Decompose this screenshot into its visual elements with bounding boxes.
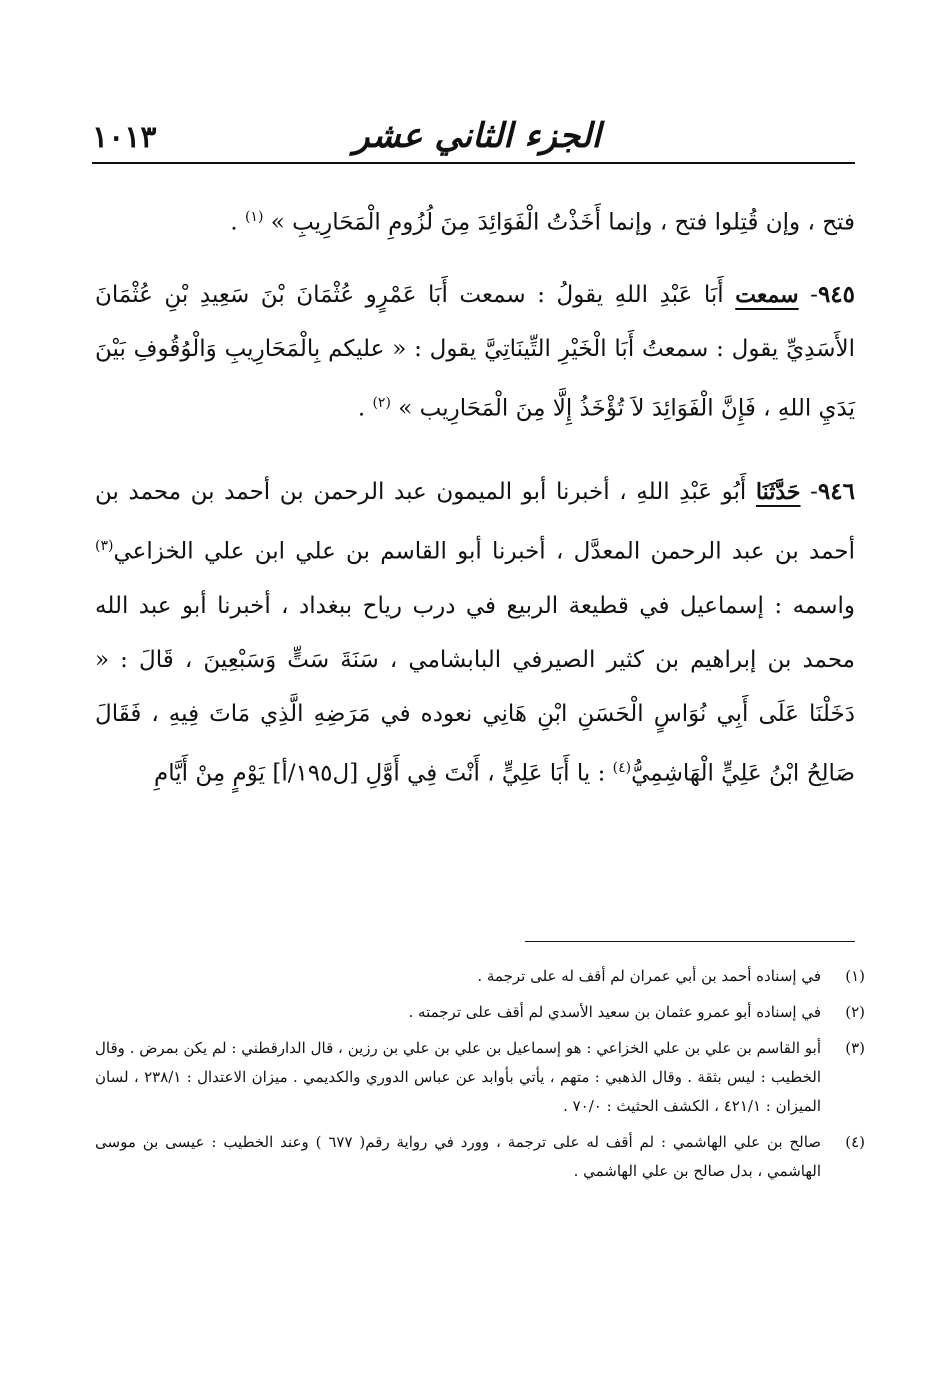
footnote-marker: (٣): [845, 1039, 865, 1057]
footnote: [95, 962, 865, 991]
footnote-text: في إسناده أبو عمرو عثمان بن سعيد الأسدي لم أقف على ترجمته .: [408, 1003, 821, 1021]
footnote-marker: (٢): [845, 1003, 865, 1021]
footnote-marker: (٤): [845, 1133, 865, 1151]
main-text: [95, 190, 855, 801]
page-number: ١٠١٣: [92, 120, 157, 155]
hadith-946: ٩٤٦- حَدَّثَنَا أَبُو عَبْدِ اللهِ ، أخبرنا أبو الميمون عبد الرحمن بن أحمد بن محمد بن أحمد بن عبد الرحمن المعدَّل ، أخبرنا أبو القاسم بن علي ابن علي الخزاعي$^{(٣)}$ واسمه : إسماعيل في قطيعة الربيع في درب رياح ببغداد ، أخبرنا أبو عبد الله محمد بن إبراهيم بن كثير الصيرفي البابشامي ، سَنَةَ سَتٍّ وَسَبْعِينَ ، قَالَ : « دَخَلْنَا عَلَى أَبِي نُوَاسٍ الْحَسَنِ ابْنِ هَانِي نعوده في مَرَضِهِ الَّذِي مَاتَ فِيهِ ، فَقَالَ صَالِحُ ابْنُ عَلِيٍّ الْهَاشِمِيُّ$^{(٤)}$ : يا أَبَا عَلِيٍّ ، أَنْتَ فِي أَوَّلِ [ل١٩٥/أ] يَوْمٍ مِنْ أَيَّامِ: [95, 478, 855, 787]
footnote: [95, 998, 865, 1027]
paragraph-end: .: [357, 395, 373, 422]
footnote-ref: (٤): [612, 759, 632, 776]
header-rule: [92, 162, 855, 164]
footnote: [95, 1034, 865, 1121]
paragraph-end: .: [230, 209, 245, 236]
footnote-text: صالح بن علي الهاشمي : لم أقف له على ترجمة ، وورد في رواية رقم( ٦٧٧ ) وعند الخطيب : عيسى بن موسى الهاشمي ، بدل صالح بن علي الهاشمي .: [95, 1133, 821, 1180]
hadith-number: ٩٤٥: [817, 280, 855, 308]
transmission-keyword: حَدَّثَنَا: [755, 479, 801, 506]
footnote-text: أبو القاسم بن علي بن علي الخزاعي : هو إسماعيل بن علي بن علي بن رزين ، قال الدارقطني : لم يكن بمرض . وقال الخطيب : ليس بثقة . وقال الذهبي : متهم ، يأتي بأوابد عن عباس الدوري والكديمي . ميزان الاعتدال : ٢٣٨/١ ، لسان الميزان : ٤٢١/١ ، الكشف الحثيث : ٧٠/٠ .: [95, 1039, 821, 1115]
page-header: [92, 112, 862, 164]
paragraph-text: واسمه : إسماعيل في قطيعة الربيع في درب رياح ببغداد ، أخبرنا أبو عبد الله محمد بن إبراهيم بن كثير الصيرفي البابشامي ، سَنَةَ سَتٍّ وَسَبْعِينَ ، قَالَ : « دَخَلْنَا عَلَى أَبِي نُوَاسٍ الْحَسَنِ ابْنِ هَانِي نعوده في مَرَضِهِ الَّذِي مَاتَ فِيهِ ، فَقَالَ صَالِحُ ابْنُ عَلِيٍّ الْهَاشِمِيُّ: [95, 592, 855, 787]
paragraph-text: : يا أَبَا عَلِيٍّ ، أَنْتَ فِي أَوَّلِ [ل١٩٥/أ] يَوْمٍ مِنْ أَيَّامِ: [154, 760, 613, 787]
footnote: [95, 1128, 865, 1186]
paragraph-text: فتح ، وإن قُتِلوا فتح ، وإنما أَخَذْتُ الْفَوَائِدَ مِنَ لُزُومِ الْمَحَارِيبِ »: [270, 209, 855, 236]
footnote-ref: (٢): [372, 394, 391, 411]
footnote-ref: (١): [244, 209, 264, 225]
footnote-marker: (١): [845, 967, 865, 985]
paragraph-continuation: [95, 190, 855, 250]
paragraph-text: أَبُو عَبْدِ اللهِ ، أخبرنا أبو الميمون عبد الرحمن بن أحمد بن محمد بن أحمد بن عبد الرحمن المعدَّل ، أخبرنا أبو القاسم بن علي ابن علي الخزاعي: [95, 479, 855, 565]
running-title: الجزء الثاني عشر: [353, 116, 601, 156]
footnotes: [95, 962, 865, 1193]
paragraph-text: أَبَا عَبْدِ اللهِ يقولُ : سمعت أَبَا عَمْرٍو عُثْمَانَ بْنَ سَعِيدِ بْنِ عُثْمَانَ الأَسَدِيِّ يقول : سمعتُ أَبَا الْخَيْرِ التِّينَاتِيَّ يقول : « عليكم بِالْمَحَارِيبِ وَالْوُقُوفِ بَيْنَ يَدَيِ اللهِ ، فَإِنَّ الْفَوَائِدَ لاَ تُؤْخَذُ إِلَّا مِنَ الْمَحَارِيب »: [95, 281, 855, 422]
hadith-945: ٩٤٥- سمعت أَبَا عَبْدِ اللهِ يقولُ : سمعت أَبَا عَمْرٍو عُثْمَانَ بْنَ سَعِيدِ بْنِ عُثْمَانَ الأَسَدِيِّ يقول : سمعتُ أَبَا الْخَيْرِ التِّينَاتِيَّ يقول : « عليكم بِالْمَحَارِيبِ وَالْوُقُوفِ بَيْنَ يَدَيِ اللهِ ، فَإِنَّ الْفَوَائِدَ لاَ تُؤْخَذُ إِلَّا مِنَ الْمَحَارِيب » $^{(٢)}$ .: [95, 280, 855, 422]
footnote-text: في إسناده أحمد بن أبي عمران لم أقف له على ترجمة .: [477, 967, 821, 985]
hadith-number: ٩٤٦: [817, 478, 855, 506]
footnote-ref: (٣): [95, 538, 114, 555]
transmission-keyword: سمعت: [735, 281, 799, 308]
footnote-separator: [525, 941, 855, 942]
